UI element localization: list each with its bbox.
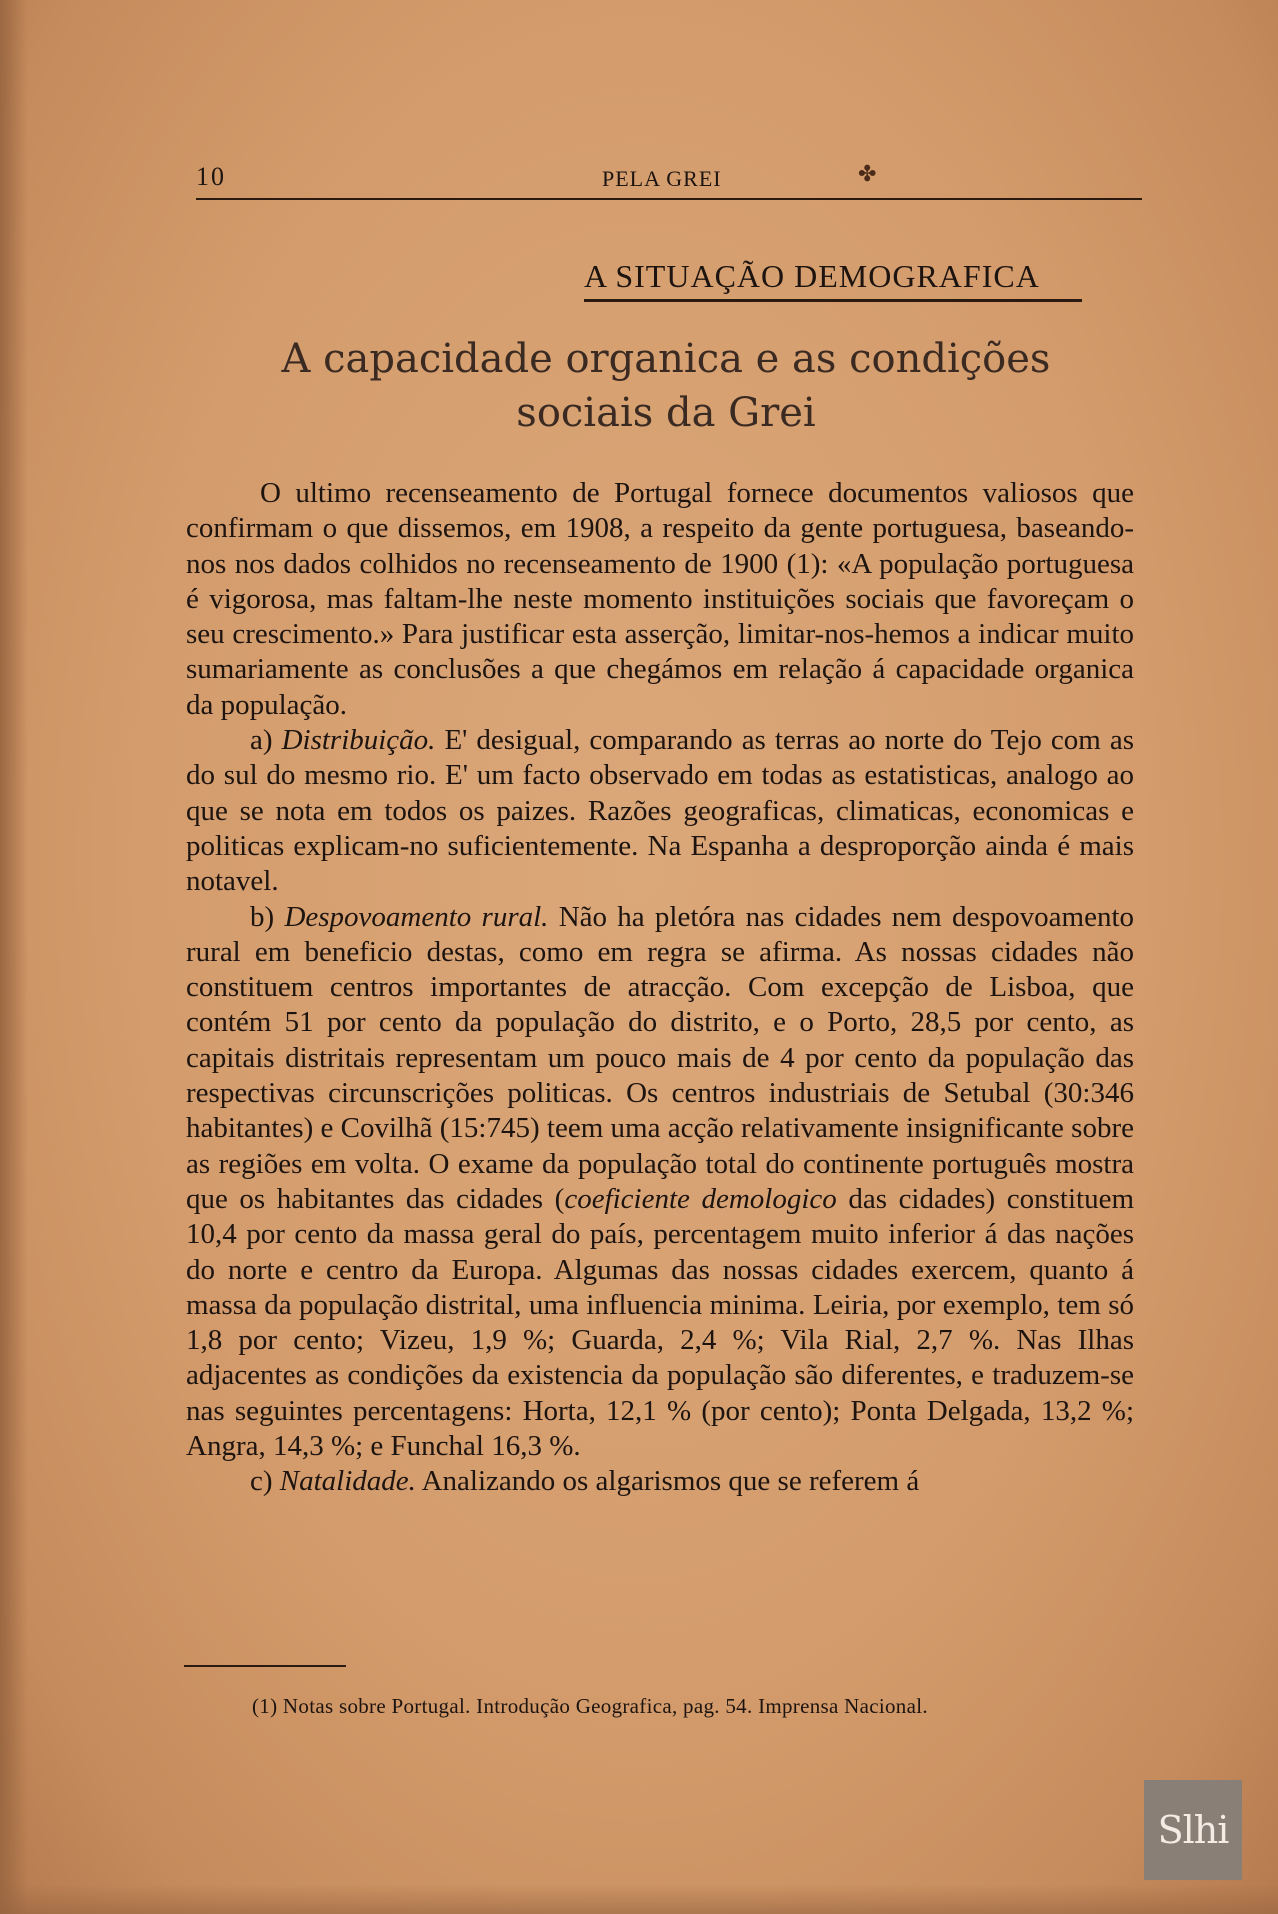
section-heading-underline — [584, 299, 1082, 302]
library-logo — [1144, 1780, 1242, 1880]
paragraph-b — [186, 900, 1134, 1465]
item-title-natalidade: Natalidade. — [279, 1465, 416, 1498]
footnote: (1) Notas sobre Portugal. Introdução Geografica, pag. 54. Imprensa Nacional. — [252, 1694, 928, 1718]
page-shadow-bottom — [0, 1884, 1278, 1914]
paragraph-a — [186, 723, 1134, 899]
page-shadow-left — [0, 0, 28, 1914]
item-text-c: Analizando os algarismos que se referem á — [421, 1465, 920, 1498]
header-rule — [196, 198, 1142, 200]
paragraph-intro: O ultimo recenseamento de Portugal fornece documentos valiosos que confirmam o que dissemos, em 1908, a respeito da gente portuguesa, baseando-nos nos dados colhidos no recenseamento de 1900 (1): «A população portuguesa é vigorosa, mas faltam-lhe neste momento instituições sociais que favoreçam o seu crescimento.» Para justificar esta asserção, limitar-nos-hemos a indicar muito sumariamente as conclusões a que chegámos em relação á capacidade organica da população. — [186, 477, 1134, 721]
running-title: PELA GREI — [602, 166, 722, 191]
item-text-b-2: das cidades) constituem 10,4 por cento da massa geral do país, percentagem muito inferior á das nações do norte e centro da Europa. Algumas das nossas cidades exercem, quanto á massa da população distrital, uma influencia minima. Leiria, por exemplo, tem só 1,8 por cento; Vizeu, 1,9 %; Guarda, 2,4 %; Vila Rial, 2,7 %. Nas Ilhas adjacentes as condições da existencia da população são diferentes, e traduzem-se nas seguintes percentagens: Horta, 12,1 % (por cento); Ponta Delgada, 13,2 %; Angra, 14,3 %; e Funchal 16,3 %. — [186, 1182, 1134, 1463]
item-marker-a: a) — [250, 724, 273, 757]
page-number: 10 — [196, 162, 226, 191]
footnote-rule — [184, 1665, 346, 1667]
article-title-line-1: A capacidade organica e as condições — [281, 336, 1051, 382]
item-text-a: E' desigual, comparando as terras ao norte do Tejo com as do sul do mesmo rio. E' um facto observado em todas as estatisticas, analogo ao que se nota em todos os paizes. Razões geograficas, climaticas, economicas e politicas explicam-no suficientemente. Na Espanha a desproporção ainda é mais notavel. — [186, 724, 1135, 898]
item-title-despovoamento: Despovoamento rural. — [284, 900, 549, 933]
item-text-b-1: Não ha pletóra nas cidades nem despovoamento rural em beneficio destas, como em regra se afirma. As nossas cidades não constituem centros importantes de atracção. Com excepção de Lisboa, que contém 51 por cento da população do distrito, e o Porto, 28,5 por cento, as capitais distritais representam um pouco mais de 4 por cento da população das respectivas circunscrições politicas. Os centros industriais de Setubal (30:346 habitantes) e Covilhã (15:745) teem uma acção relativamente insignificante sobre as regiões em volta. O exame da população total do continente português mostra que os habitantes das cidades ( — [186, 900, 1134, 1215]
item-term-coeficiente: coeficiente demologico — [564, 1182, 837, 1215]
article-title-line-2: sociais da Grei — [516, 390, 816, 436]
paragraph-c — [186, 1464, 1134, 1499]
item-title-distribuicao: Distribuição. — [281, 724, 436, 757]
library-logo-text: Slhi — [1157, 1808, 1229, 1852]
item-marker-c: c) — [250, 1465, 273, 1498]
body-text — [186, 476, 1134, 1500]
section-heading: A SITUAÇÃO DEMOGRAFICA — [584, 258, 1040, 294]
item-marker-b: b) — [250, 900, 275, 933]
ornament-icon: ✤ — [858, 162, 877, 187]
